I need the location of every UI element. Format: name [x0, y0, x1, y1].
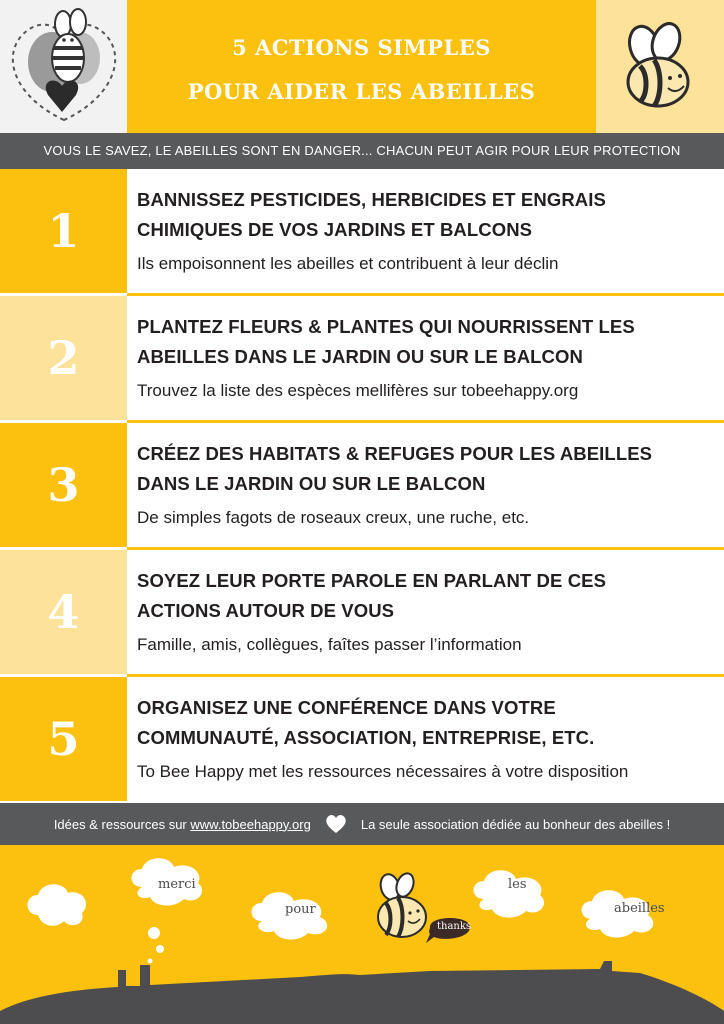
cloud-word-merci: merci [158, 877, 196, 892]
cloud-icon [28, 858, 654, 963]
footer-prefix: Idées & ressources sur [53, 816, 187, 832]
action-item-5 [0, 677, 724, 804]
cloud-word-les: les [508, 877, 527, 892]
bee-icon [378, 871, 426, 937]
title-line-2: POUR AIDER LES ABEILLES [187, 79, 536, 104]
logo [0, 0, 127, 133]
action-description: Ils empoisonnent les abeilles et contribuent à leur déclin [137, 254, 559, 273]
action-heading-line-2: COMMUNAUTÉ, ASSOCIATION, ENTREPRISE, ETC. [137, 727, 595, 748]
website-link[interactable]: www.tobeehappy.org [190, 816, 311, 832]
action-item-1 [0, 169, 724, 296]
action-item-2 [0, 296, 724, 423]
action-heading [137, 439, 704, 499]
speech-bubble-text: thanks [437, 921, 472, 932]
action-description: Trouvez la liste des espèces mellifères sur tobeehappy.org [137, 381, 579, 400]
action-heading [137, 185, 704, 245]
action-heading-line-2: CHIMIQUES DE VOS JARDINS ET BALCONS [137, 219, 533, 240]
action-heading-line-2: ACTIONS AUTOUR DE VOUS [137, 600, 395, 621]
action-heading-line-1: BANNISSEZ PESTICIDES, HERBICIDES ET ENGRAIS [137, 189, 606, 210]
action-heading-line-2: ABEILLES DANS LE JARDIN OU SUR LE BALCON [137, 346, 583, 367]
page-title [127, 26, 596, 114]
action-heading-line-1: ORGANISEZ UNE CONFÉRENCE DANS VOTRE [137, 697, 556, 718]
bottom-illustration [0, 845, 724, 1024]
footer-tagline: La seule association dédiée au bonheur des abeilles ! [360, 816, 671, 832]
action-description: De simples fagots de roseaux creux, une ruche, etc. [137, 508, 530, 527]
action-item-4 [0, 550, 724, 677]
action-number: 4 [0, 550, 127, 674]
footer-bar [0, 803, 724, 845]
footer-text [54, 817, 311, 832]
clouds-and-roof-illustration [0, 845, 724, 1024]
header [0, 0, 724, 133]
action-number: 3 [0, 423, 127, 547]
actions-list [0, 169, 724, 804]
bee-heart-logo-icon [0, 0, 127, 133]
action-number: 2 [0, 296, 127, 420]
rooftop-icon [0, 961, 724, 1024]
bee-icon [596, 0, 724, 133]
heart-icon [325, 814, 347, 834]
intro-banner: VOUS LE SAVEZ, LE ABEILLES SONT EN DANGER... CHACUN PEUT AGIR POUR LEUR PROTECTION [0, 133, 724, 169]
action-heading-line-2: DANS LE JARDIN OU SUR LE BALCON [137, 473, 486, 494]
title-line-1: 5 ACTIONS SIMPLES [232, 35, 491, 60]
action-number: 5 [0, 677, 127, 801]
action-number: 1 [0, 169, 127, 293]
action-heading [137, 566, 704, 626]
action-item-3 [0, 423, 724, 550]
cloud-word-pour: pour [285, 902, 316, 917]
action-heading [137, 693, 704, 753]
action-heading-line-1: SOYEZ LEUR PORTE PAROLE EN PARLANT DE CES [137, 570, 607, 591]
action-heading [137, 312, 704, 372]
action-heading-line-1: PLANTEZ FLEURS & PLANTES QUI NOURRISSENT LES [137, 316, 635, 337]
cloud-word-abeilles: abeilles [614, 901, 665, 916]
action-description: To Bee Happy met les ressources nécessaires à votre disposition [137, 762, 629, 781]
action-description: Famille, amis, collègues, faîtes passer l’information [137, 635, 522, 654]
bee-illustration [596, 0, 724, 133]
action-heading-line-1: CRÉEZ DES HABITATS & REFUGES POUR LES ABEILLES [137, 443, 653, 464]
